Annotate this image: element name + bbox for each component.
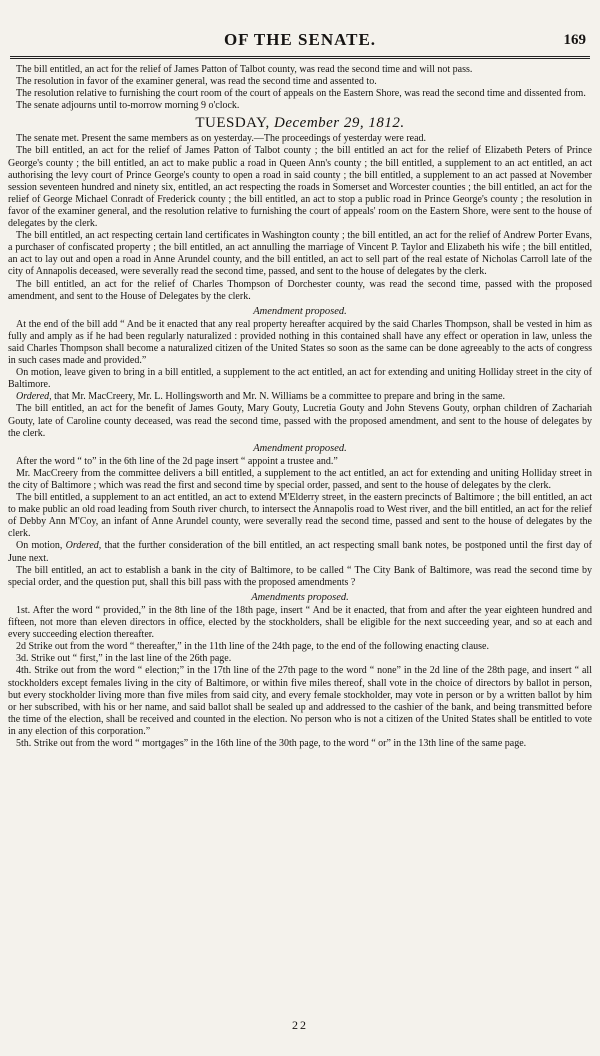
- header-rule: [10, 56, 590, 59]
- ordered-word: Ordered,: [16, 391, 52, 403]
- opening-paragraph: The bill entitled, an act for the relief of James Patton of Talbot county, was read the second time and will not pass.: [16, 64, 473, 75]
- date-rest: December 29, 1812.: [274, 115, 405, 132]
- motion-paragraph: [8, 540, 592, 564]
- amendment-item: 4th. Strike out from the word “ election;” in the 17th line of the 27th page to the word “ none” in the 2d line of the 28th page, and insert “ all stockholders except females living in the city of Baltimore, or within five miles thereof, shall vote in the choice of directors by ballot in person, but every stockholder living more than five miles from said city, and every female stockholder, may vote in person or by a written ballot by him or her subscribed, with his or her name, and said ballot shall be sealed up and addressed to the cashier of the bank, and being transmitted before the time of the election, shall be received and counted in the election. No person who is not a citizen of the United States shall be entitled to vote in any election of this corporation.”: [8, 665, 592, 737]
- amendment-item: 1st. After the word “ provided,” in the 8th line of the 18th page, insert “ And be it enacted, that from and after the year eighteen hundred and fifteen, not more than eleven directors in office, elected by the stockholders, shall be eligible for the next succeeding year, and so at each and every succeeding election thereafter.: [8, 604, 592, 641]
- opening-paragraph: The resolution in favor of the examiner general, was read the second time and assented to.: [16, 76, 377, 88]
- date-heading: [8, 114, 592, 132]
- ordered-word: Ordered,: [65, 540, 102, 552]
- meeting-paragraph: The bill entitled, an act for the relief of Charles Thompson of Dorchester county, was read the second time, passed with the proposed amendment, and sent to the House of Delegates by the clerk.: [8, 278, 592, 302]
- running-header: [0, 30, 600, 54]
- ordered-text: that Mr. MacCreery, Mr. L. Hollingsworth and Mr. N. Williams be a committee to prepare and bring in the same.: [51, 391, 506, 403]
- date-day: TUESDAY,: [195, 115, 270, 132]
- amendment-item: 2d Strike out from the word “ thereafter,” in the 11th line of the 24th page, to the end of the following enacting clause.: [16, 641, 489, 653]
- amendment-heading: Amendment proposed.: [253, 442, 347, 454]
- meeting-paragraph: The bill entitled, an act for the relief of James Patton of Talbot county ; the bill entitled an act for the relief of Elizabeth Peters of Prince George's county ; the bill entitled, an act to make public a road in Queen Ann's county ; the bill entitled, a supplement to an act entitled, an act authorising the levy court of Prince George's county to open a road in said county ; the bill entitled, a supplement to an act passed at November session seventeen hundred and ninety six, entitled, an act respecting the roads in Somerset and Worcester counties ; the bill entitled, an act for the relief of George Michael Conradt of Frederick county ; the bill entitled, an act to stop a public road in Prince George's county ; the resolution in favor of the examiner general, and the resolution relative to furnishing the court of appeals' room on the Eastern Shore, were sent to the house of delegates by the clerk.: [8, 145, 592, 230]
- motion-paragraph: On motion, leave given to bring in a bill entitled, a supplement to the act entitled, an act for extending and uniting Holliday street in the city of Baltimore.: [8, 367, 592, 391]
- amendment-text: After the word “ to” in the 6th line of the 2d page insert “ appoint a trustee and.”: [16, 455, 338, 467]
- meeting-paragraph: The bill entitled, an act respecting certain land certificates in Washington county ; the bill entitled, an act for the relief of Andrew Porter Evans, a purchaser of confiscated property ; the bill entitled, an act annulling the marriage of Vincent P. Taylor and Elizabeth his wife ; the bill entitled, an act to lay out and open a road in Anne Arundel county, and the bill entitled, an act to sell part of the real estate of Nicholas Carroll late of the city of Annapolis deceased, were severally read the second time, passed, and sent to the house of delegates by the clerk.: [8, 230, 592, 278]
- amendment-heading: Amendment proposed.: [253, 305, 347, 317]
- amendment-item: 3d. Strike out “ first,” in the last line of the 26th page.: [16, 653, 232, 665]
- amendment-text: At the end of the bill add “ And be it enacted that any real property hereafter acquired by the said Charles Thompson, shall be vested in him as fully and amply as if he had been regularly naturalized : provided nothing in this contained shall have any effect or operation in law, unless the said Charles Thompson shall become a naturalized citizen of the United States so soon as the same can be done agreeably to the acts of congress in such cases made and provided.”: [8, 318, 592, 367]
- bill-paragraph: Mr. MacCreery from the committee delivers a bill entitled, a supplement to the act entitled, an act for extending and uniting Holliday street in the city of Baltimore ; which was read the first and second time by special order, passed, and sent to the house of delegates by the clerk.: [8, 467, 592, 491]
- ordered-paragraph: [8, 391, 592, 403]
- page-title: OF THE SENATE.: [223, 30, 377, 49]
- bill-paragraph: The bill entitled, a supplement to an act entitled, an act to extend M'Elderry street, in the eastern precincts of Baltimore ; the bill entitled, an act to make public an old road leading from South river church, to intersect the Annapolis road to West river, and the bill entitled, an act for the relief of Debby Ann M'Coy, an infant of Anne Arundel county, were severally read the second time, passed and sent to the house of delegates by the clerk.: [8, 492, 592, 540]
- amendments-heading: Amendments proposed.: [251, 591, 349, 603]
- page-number: 169: [563, 32, 586, 48]
- page-body: [8, 64, 592, 750]
- opening-paragraph: The resolution relative to furnishing the court room of the court of appeals on the Eastern Shore, was read the second time and dissented from.: [16, 88, 586, 100]
- meeting-paragraph: The senate met. Present the same members as on yesterday.—The proceedings of yesterday were read.: [16, 133, 427, 145]
- motion-start: On motion,: [16, 540, 66, 552]
- opening-paragraph: The senate adjourns until to-morrow morning 9 o'clock.: [16, 100, 240, 112]
- motion-text: that the further consideration of the bill entitled, an act respecting small bank notes, be postponed until the first day of June next.: [8, 540, 592, 564]
- bill-paragraph: The bill entitled, an act for the benefit of James Gouty, Mary Gouty, Lucretia Gouty and John Stevens Gouty, orphan children of Zachariah Gouty, late of Caroline county deceased, was read the second time, passed with the proposed amendment, and sent to the house of delegates by the clerk.: [8, 403, 592, 439]
- bill-paragraph: The bill entitled, an act to establish a bank in the city of Baltimore, to be called “ The City Bank of Baltimore, was read the second time by special order, and the question put, shall this bill pass with the proposed amendments ?: [8, 564, 592, 588]
- amendment-item: 5th. Strike out from the word “ mortgages” in the 16th line of the 30th page, to the word “ or” in the 13th line of the same page.: [16, 737, 527, 749]
- signature-mark: 22: [292, 1018, 308, 1032]
